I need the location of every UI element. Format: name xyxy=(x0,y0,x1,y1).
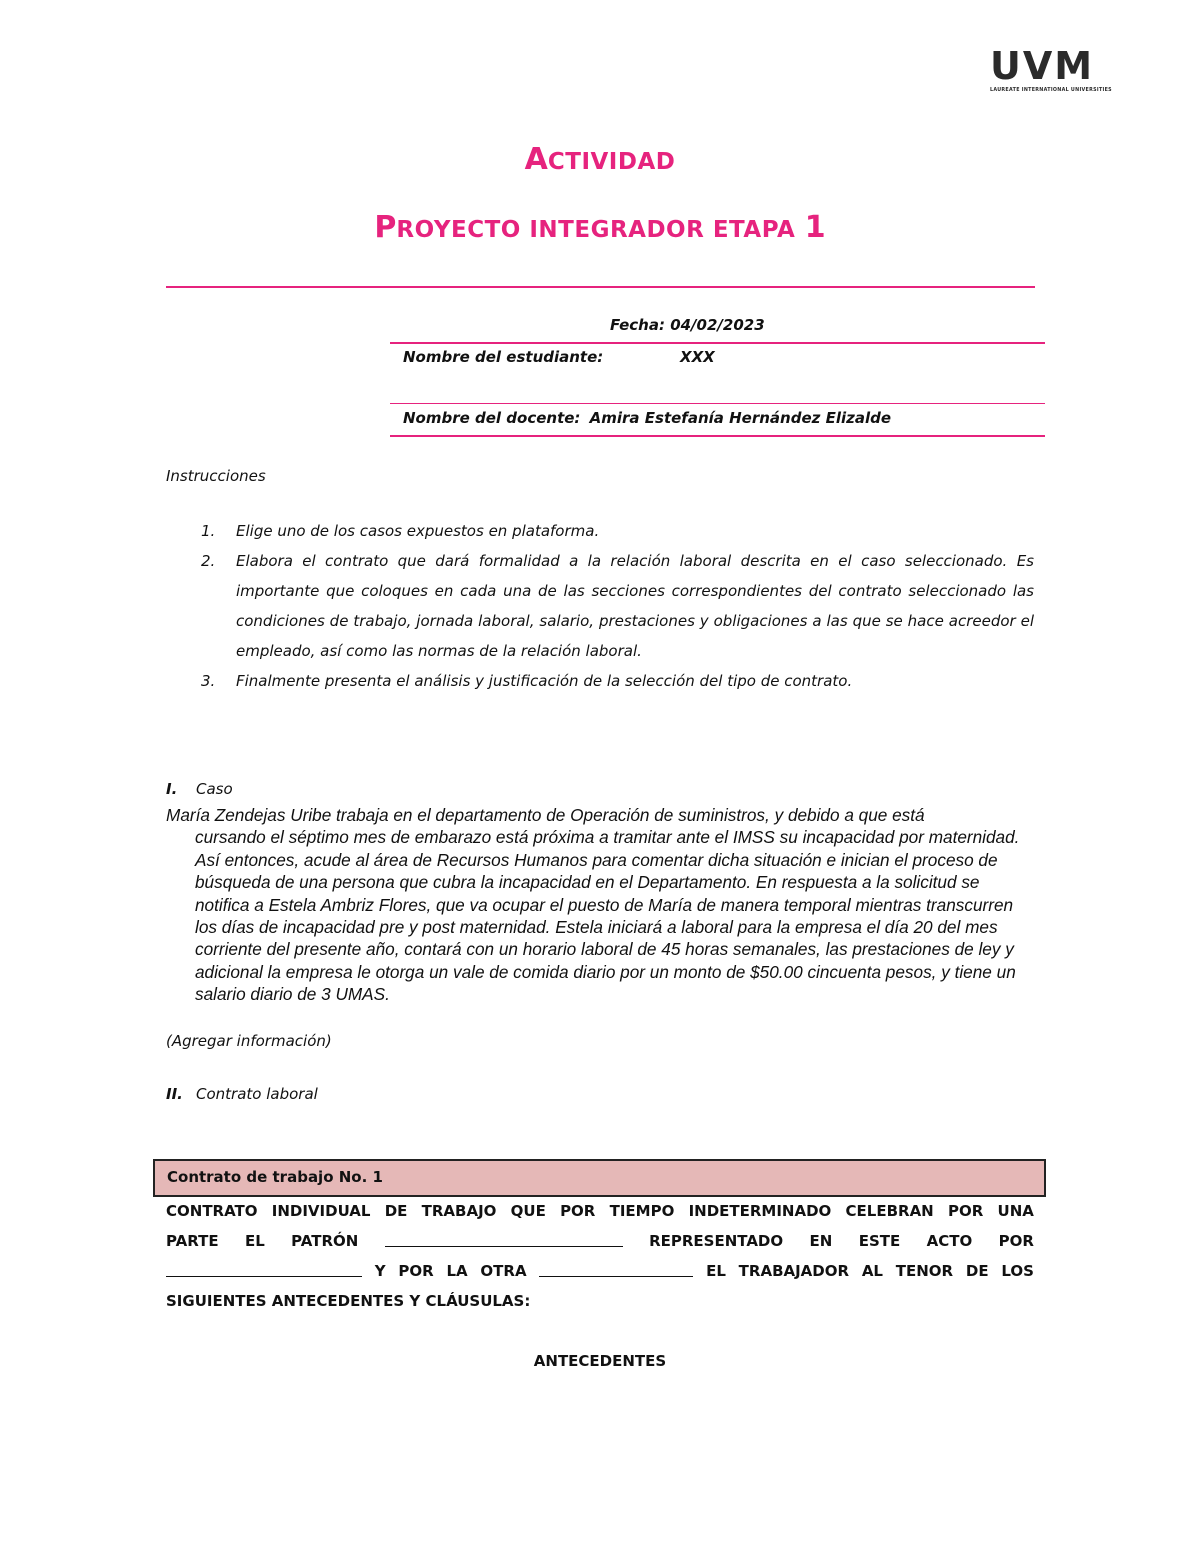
contract-word: QUE xyxy=(510,1202,546,1220)
case-first-line: María Zendejas Uribe trabaja en el departamento de Operación de suministros, y debido a que está xyxy=(166,805,925,825)
case-body: cursando el séptimo mes de embarazo está próxima a tramitar ante el IMSS su incapacidad por maternidad. Así entonces, acude al área de Recursos Humanos para comentar dicha situación e inician el proceso de búsqueda de una persona que cubra la incapacidad en el Departamento. En respuesta a la solicitud se notifica a Estela Ambriz Flores, que va ocupar el puesto de María de manera temporal mientras transcurren los días de incapacidad pre y post maternidad. Estela iniciará a laboral para la empresa el día 20 del mes corriente del presente año, contará con un horario laboral de 45 horas semanales, las prestaciones de ley y adicional la empresa le otorga un vale de comida diario por un monto de $50.00 cincuenta pesos, y tiene un salario diario de 3 UMAS. xyxy=(195,827,1020,1005)
section-number: II. xyxy=(166,1085,183,1103)
section-title: Caso xyxy=(196,780,233,798)
title2-number: 1 xyxy=(804,210,826,245)
section-contrato-heading xyxy=(166,1085,318,1103)
title-divider xyxy=(166,286,1035,288)
section-title: Contrato laboral xyxy=(196,1085,318,1103)
section-number: I. xyxy=(166,780,178,798)
contract-word: POR xyxy=(947,1202,984,1220)
instruction-text: Finalmente presenta el análisis y justificación de la selección del tipo de contrato. xyxy=(236,672,853,690)
title-proyecto xyxy=(0,210,1200,245)
fecha-underline xyxy=(390,342,1045,344)
contract-word: ACTO xyxy=(926,1232,973,1250)
contract-word: Y xyxy=(374,1262,386,1280)
instruction-text: Elabora el contrato que dará formalidad a la relación laboral descrita en el caso seleccionado. Es importante que coloques en cada una de las secciones correspondientes del contrato seleccionado las condiciones de trabajo, jornada laboral, salario, prestaciones y obligaciones a las que se hace acreedor el empleado, así como las normas de la relación laboral. xyxy=(236,552,1034,660)
contract-header-cell xyxy=(153,1159,1046,1197)
contract-header-text: Contrato de trabajo No. 1 xyxy=(167,1168,383,1186)
section-caso-heading xyxy=(166,780,233,798)
instruction-number: 2. xyxy=(201,552,216,570)
representante-blank[interactable] xyxy=(166,1256,362,1277)
add-info-note: (Agregar información) xyxy=(166,1032,332,1050)
case-paragraph xyxy=(166,804,1036,1006)
estudiante-label: Nombre del estudiante: xyxy=(403,348,604,366)
title1-rest: CTIVIDAD xyxy=(547,149,676,175)
logo-wordmark: UVM xyxy=(990,44,1095,88)
contract-body xyxy=(166,1196,1034,1316)
contract-word: OTRA xyxy=(480,1262,527,1280)
contract-word: EN xyxy=(809,1232,833,1250)
estudiante-value: XXX xyxy=(680,348,715,366)
fecha-value: 04/02/2023 xyxy=(670,316,765,334)
docente-underline xyxy=(390,435,1045,437)
antecedentes-heading: ANTECEDENTES xyxy=(533,1352,667,1370)
contract-word: EL xyxy=(244,1232,265,1250)
contract-word: EL xyxy=(706,1262,726,1280)
trabajador-blank[interactable] xyxy=(539,1256,693,1277)
title2-rest: ROYECTO INTEGRADOR ETAPA xyxy=(396,217,796,243)
contract-word: PATRÓN xyxy=(291,1232,359,1250)
fecha-label: Fecha: xyxy=(610,316,665,334)
instruction-item xyxy=(166,666,1034,696)
title-actividad xyxy=(0,142,1200,177)
instruction-text: Elige uno de los casos expuestos en plataforma. xyxy=(236,522,600,540)
contract-word: AL xyxy=(861,1262,883,1280)
contract-word: TENOR xyxy=(895,1262,954,1280)
contract-line-1 xyxy=(166,1196,1034,1226)
instruction-number: 1. xyxy=(201,522,216,540)
contract-word: LOS xyxy=(1001,1262,1034,1280)
contract-word: UNA xyxy=(997,1202,1034,1220)
contract-word: INDIVIDUAL xyxy=(271,1202,371,1220)
instruction-number: 3. xyxy=(201,672,216,690)
contract-word: INDETERMINADO xyxy=(688,1202,832,1220)
estudiante-underline xyxy=(390,403,1045,404)
docente-label: Nombre del docente: xyxy=(403,409,581,427)
contract-word: POR xyxy=(560,1202,596,1220)
instructions-title: Instrucciones xyxy=(166,467,266,485)
contract-word: TIEMPO xyxy=(609,1202,675,1220)
fecha-row xyxy=(610,316,765,334)
instruction-item xyxy=(166,546,1034,666)
contract-word: CELEBRAN xyxy=(845,1202,934,1220)
contract-word: PARTE xyxy=(166,1232,219,1250)
patron-blank[interactable] xyxy=(385,1226,623,1247)
contract-word: ESTE xyxy=(858,1232,901,1250)
uvm-logo xyxy=(990,46,1112,93)
docente-row xyxy=(403,409,891,427)
contract-word: CONTRATO xyxy=(166,1202,258,1220)
contract-line-2 xyxy=(166,1226,1034,1256)
docente-value: Amira Estefanía Hernández Elizalde xyxy=(589,409,892,427)
contract-word: TRABAJADOR xyxy=(738,1262,850,1280)
instructions-list xyxy=(166,516,1034,696)
contract-word: POR xyxy=(398,1262,434,1280)
contract-word: REPRESENTADO xyxy=(649,1232,784,1250)
contract-word: POR xyxy=(998,1232,1034,1250)
contract-line-4 xyxy=(166,1286,1034,1316)
contract-word: DE xyxy=(965,1262,989,1280)
contract-line-text: SIGUIENTES ANTECEDENTES Y CLÁUSULAS: xyxy=(166,1292,531,1310)
contract-word: LA xyxy=(446,1262,468,1280)
contract-line-3 xyxy=(166,1256,1034,1286)
title1-initial: A xyxy=(524,142,548,177)
title2-initial: P xyxy=(374,210,397,245)
contract-word: DE xyxy=(384,1202,408,1220)
logo-tagline: LAUREATE INTERNATIONAL UNIVERSITIES xyxy=(990,88,1112,93)
contract-word: TRABAJO xyxy=(421,1202,497,1220)
instruction-item xyxy=(166,516,1034,546)
